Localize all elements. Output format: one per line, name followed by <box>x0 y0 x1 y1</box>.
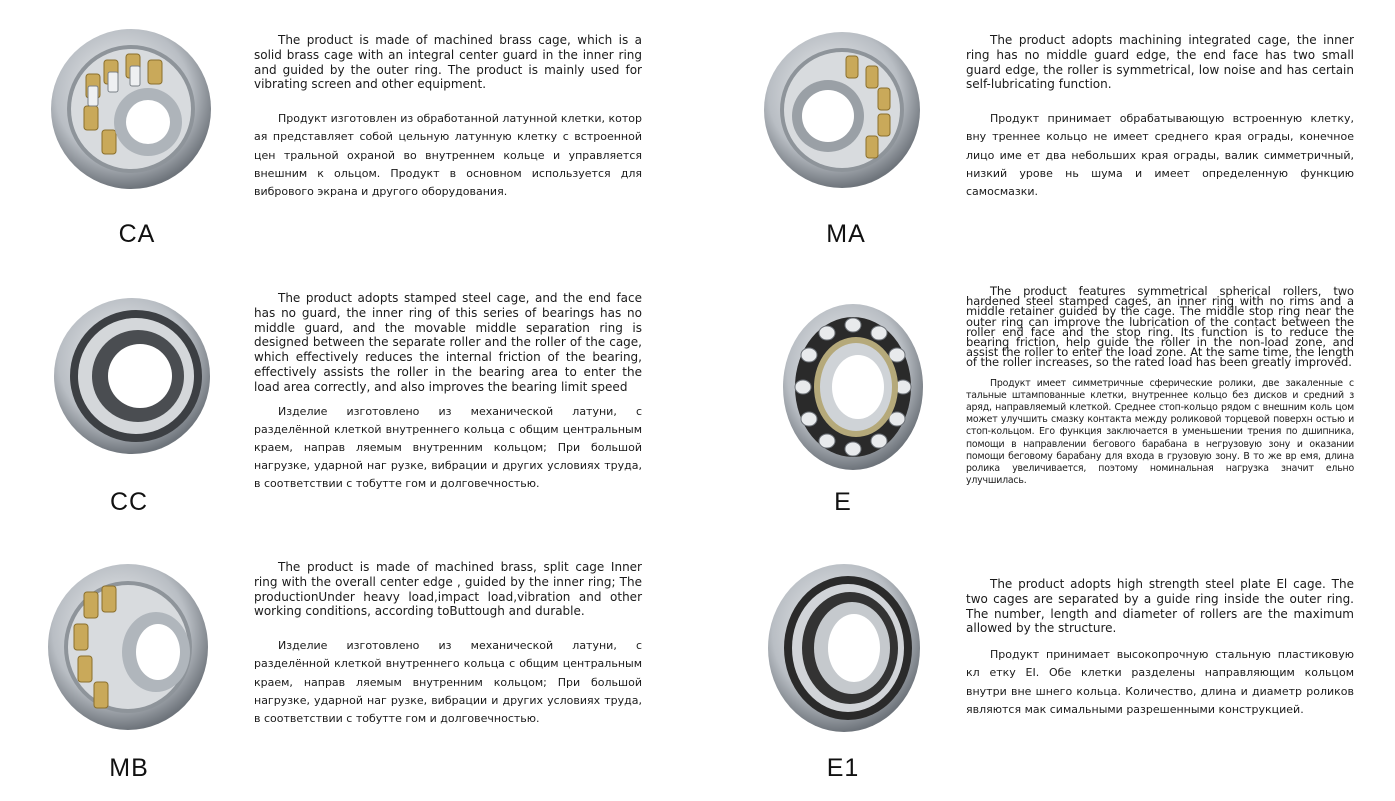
description-ru: Продукт изготовлен из обработанной латунной клетки, котор ая представляет собой цельную латунную клетку с встроенной цен тральной охраной во внутреннем кольце и управляется внешним к ольцом. Продукт в основном используется для вибрового экрана и другого оборудования. <box>254 112 642 198</box>
description-ca <box>254 33 642 201</box>
description-mb <box>254 560 642 728</box>
product-code-e1: E1 <box>826 754 860 782</box>
description-ru: Продукт принимает обрабатывающую встроенную клетку, вну треннее кольцо не имеет среднего края ограды, конечное лицо име ет два небольших края ограды, валик симметричный, низкий урове нь шума и имеет определенную функцию самосмазки. <box>966 112 1354 198</box>
description-en: The product is made of machined brass, split cage Inner ring with the overall center edge , guided by the inner ring; The productionUnder heavy load,impact load,vibration and other working conditions, according toButtough and durable. <box>254 560 642 619</box>
description-e1 <box>966 577 1354 719</box>
product-code-mb: MB <box>109 754 149 782</box>
description-en: The product is made of machined brass cage, which is a solid brass cage with an integral center guard in the inner ring and guided by the outer ring. The product is mainly used for vibrating screen and other equipment. <box>254 33 642 92</box>
description-ma <box>966 33 1354 201</box>
description-ru: Изделие изготовлено из механической латуни, с разделённой клеткой внутреннего кольца с общим центральным краем, направ ляемым внутренним кольцом; При большой нагрузке, ударной наг рузке, вибрации и других условиях труда, в соответствии с тобутте гом и долговечностью. <box>254 404 642 491</box>
description-en: The product features symmetrical spherical rollers, two hardened steel stamped cages, an inner ring with no rims and a middle retainer guided by the cage. The middle stop ring near the outer ring can improve the lubrication of the contact between the roller end face and the stop ring. Its function is to reduce the bearing friction, help guide the roller in the non-load zone, and assist the roller to enter the load zone. At the same time, the length of the roller increases, so the rated load has been greatly improved. <box>966 284 1354 370</box>
description-ru: Изделие изготовлено из механической латуни, с разделённой клеткой внутреннего кольца с общим центральным краем, направ ляемым внутренним кольцом; При большой нагрузке, ударной наг рузке, вибрации и других условиях труда, в соответствии с тобутте гом и долговечностью. <box>254 639 642 725</box>
bearing-ca-image <box>48 26 214 192</box>
product-code-ca: CA <box>118 220 156 248</box>
description-cc <box>254 291 642 494</box>
bearing-e1-image <box>764 562 924 734</box>
description-en: The product adopts machining integrated cage, the inner ring has no middle guard edge, the end face has two small guard edge, the roller is symmetrical, low noise and has certain self-lubricating function. <box>966 33 1354 92</box>
product-code-ma: MA <box>826 220 866 248</box>
description-e <box>966 286 1354 487</box>
description-ru: Продукт принимает высокопрочную стальную пластиковую кл етку EI. Обе клетки разделены направляющим кольцом внутри вне шнего кольца. Количество, длина и диаметр роликов являются мак симальными разрешенными конструкцией. <box>966 648 1354 716</box>
bearing-cc-image <box>50 294 214 458</box>
bearing-mb-image <box>44 562 212 732</box>
product-code-cc: CC <box>109 488 149 516</box>
description-en: The product adopts high strength steel plate El cage. The two cages are separated by a guide ring inside the outer ring. The number, length and diameter of rollers are the maximum allowed by the structure. <box>966 577 1354 636</box>
bearing-ma-image <box>762 30 922 190</box>
description-ru: Продукт имеет симметричные сферические ролики, две закаленные с тальные штампованные клетки, внутреннее кольцо без дисков и средний з аряд, направляемый клеткой. Среднее стоп-кольцо рядом с внешним коль цом может улучшить смазку контакта между роликовой торцевой поверхн остью и стоп-кольцом. Его функция заключается в уменьшении трения по дшипника, помощи в направлении бегового барабана в негрузовую зону и оказании помощи беговому барабану для входа в грузовую зону. В то же вр емя, длина ролика увеличивается, поэтому номинальная нагрузка значит ельно улучшилась. <box>966 377 1354 487</box>
product-code-e: E <box>834 488 852 516</box>
description-en: The product adopts stamped steel cage, and the end face has no guard, the inner ring of this series of bearings has no middle guard, and the movable middle separation ring is designed between the separate roller and the roller of the cage, which effectively reduces the internal friction of the bearing, effectively assists the roller in the bearing area to enter the load area correctly, and also improves the bearing limit speed <box>254 291 642 394</box>
bearing-e-image <box>782 302 924 472</box>
